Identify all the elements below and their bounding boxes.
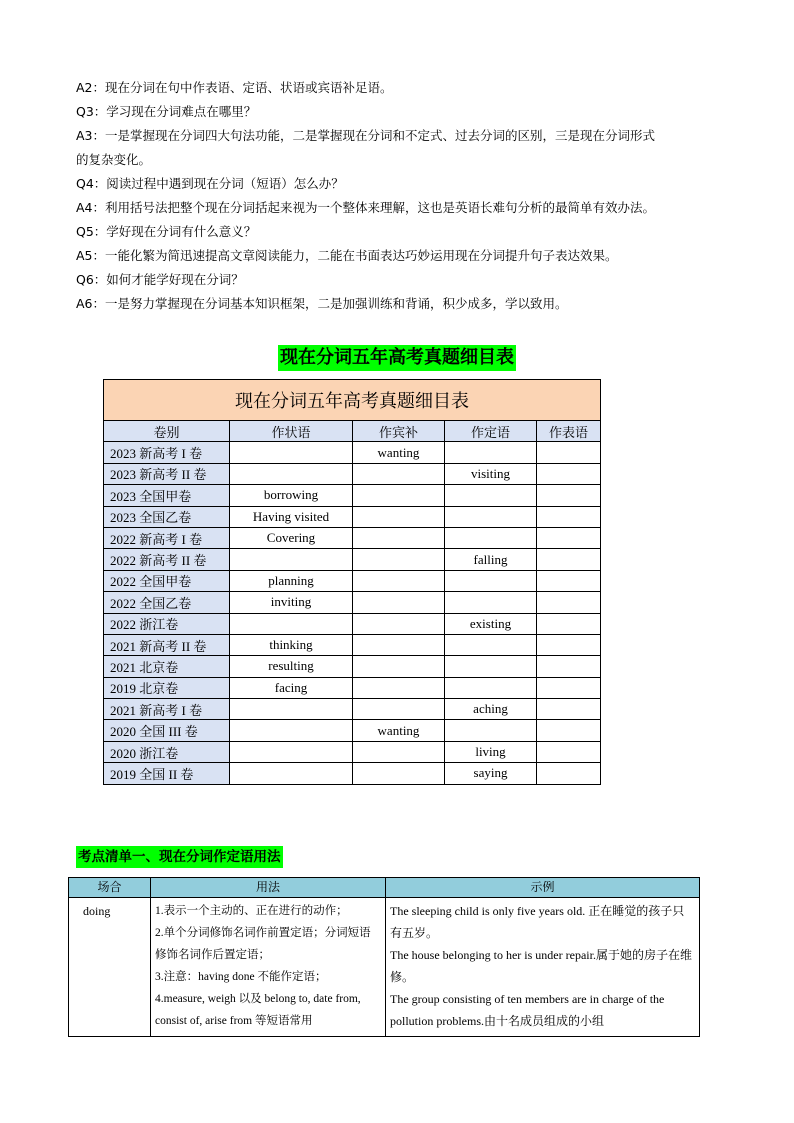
exam-table	[103, 379, 601, 785]
exam-answer-cell	[353, 506, 445, 527]
exam-row	[104, 634, 601, 655]
header-attributive: 作定语	[445, 421, 537, 442]
exam-answer-cell	[537, 527, 601, 548]
exam-row	[104, 485, 601, 506]
exam-answer-cell	[353, 741, 445, 762]
exam-row	[104, 506, 601, 527]
exam-answer-cell	[230, 549, 353, 570]
qa-line: A4：利用括号法把整个现在分词括起来视为一个整体来理解，这也是英语长难句分析的最简单有效办法。	[76, 200, 656, 215]
exam-answer-cell	[353, 613, 445, 634]
exam-row	[104, 699, 601, 720]
usage-table	[68, 877, 700, 1037]
exam-row	[104, 527, 601, 548]
exam-answer-cell	[537, 570, 601, 591]
exam-table-caption: 现在分词五年高考真题细目表	[104, 380, 601, 421]
exam-answer-cell: saying	[445, 763, 537, 784]
example-cell	[386, 898, 700, 1037]
usage-header-example: 示例	[386, 878, 700, 898]
exam-answer-cell	[445, 677, 537, 698]
exam-row	[104, 656, 601, 677]
exam-answer-cell: Covering	[230, 527, 353, 548]
exam-paper-cell: 2019 全国 II 卷	[104, 763, 230, 784]
exam-answer-cell	[537, 720, 601, 741]
header-predicative: 作表语	[537, 421, 601, 442]
exam-row	[104, 570, 601, 591]
exam-paper-cell: 2023 新高考 I 卷	[104, 442, 230, 463]
exam-row	[104, 763, 601, 784]
qa-line: A2：现在分词在句中作表语、定语、状语或宾语补足语。	[76, 80, 393, 95]
exam-answer-cell	[353, 549, 445, 570]
exam-answer-cell	[230, 763, 353, 784]
exam-answer-cell: facing	[230, 677, 353, 698]
exam-answer-cell	[537, 442, 601, 463]
qa-line: 的复杂变化。	[76, 152, 152, 167]
exam-paper-cell: 2021 新高考 II 卷	[104, 634, 230, 655]
exam-answer-cell	[445, 506, 537, 527]
section-title-wrap	[0, 345, 794, 371]
exam-answer-cell: falling	[445, 549, 537, 570]
example-line: The sleeping child is only five years old. 正在睡觉的孩子只有五岁。	[390, 904, 685, 940]
exam-paper-cell: 2023 全国乙卷	[104, 506, 230, 527]
qa-line: Q3：学习现在分词难点在哪里？	[76, 104, 257, 119]
exam-paper-cell: 2023 全国甲卷	[104, 485, 230, 506]
exam-paper-cell: 2020 全国 III 卷	[104, 720, 230, 741]
usage-line: 2.单个分词修饰名词作前置定语；分词短语修饰名词作后置定语；	[155, 927, 371, 961]
exam-answer-cell	[445, 570, 537, 591]
exam-paper-cell: 2022 全国甲卷	[104, 570, 230, 591]
usage-line: 1.表示一个主动的、正在进行的动作；	[155, 905, 348, 917]
exam-answer-cell	[537, 463, 601, 484]
exam-answer-cell	[537, 613, 601, 634]
exam-answer-cell	[353, 656, 445, 677]
example-line: The house belonging to her is under repair.属于她的房子在维修。	[390, 948, 692, 984]
exam-answer-cell	[353, 699, 445, 720]
exam-paper-cell: 2022 全国乙卷	[104, 592, 230, 613]
exam-answer-cell: Having visited	[230, 506, 353, 527]
exam-answer-cell	[445, 656, 537, 677]
exam-answer-cell	[230, 463, 353, 484]
usage-row	[69, 898, 700, 1037]
qa-line: A5：一能化繁为简迅速提高文章阅读能力，二能在书面表达巧妙运用现在分词提升句子表达效果。	[76, 248, 618, 263]
exam-answer-cell	[230, 613, 353, 634]
exam-answer-cell	[537, 634, 601, 655]
exam-answer-cell	[445, 442, 537, 463]
exam-answer-cell	[445, 527, 537, 548]
exam-row	[104, 463, 601, 484]
exam-row	[104, 677, 601, 698]
usage-header-occasion: 场合	[69, 878, 151, 898]
exam-answer-cell	[445, 592, 537, 613]
exam-row	[104, 442, 601, 463]
qa-line: Q5：学好现在分词有什么意义？	[76, 224, 257, 239]
exam-row	[104, 613, 601, 634]
exam-answer-cell: living	[445, 741, 537, 762]
exam-paper-cell: 2023 新高考 II 卷	[104, 463, 230, 484]
qa-line: Q4：阅读过程中遇到现在分词（短语）怎么办？	[76, 176, 344, 191]
exam-answer-cell	[537, 506, 601, 527]
usage-cell	[151, 898, 386, 1037]
header-object-complement: 作宾补	[353, 421, 445, 442]
qa-line: A6：一是努力掌握现在分词基本知识框架，二是加强训练和背诵，积少成多，学以致用。	[76, 296, 568, 311]
exam-paper-cell: 2021 新高考 I 卷	[104, 699, 230, 720]
exam-answer-cell	[445, 720, 537, 741]
exam-paper-cell: 2021 北京卷	[104, 656, 230, 677]
exam-answer-cell: wanting	[353, 720, 445, 741]
exam-answer-cell	[353, 763, 445, 784]
exam-answer-cell	[230, 720, 353, 741]
usage-header-usage: 用法	[151, 878, 386, 898]
exam-answer-cell	[230, 741, 353, 762]
exam-answer-cell	[353, 570, 445, 591]
exam-answer-cell	[537, 677, 601, 698]
qa-line: A3：一是掌握现在分词四大句法功能，二是掌握现在分词和不定式、过去分词的区别，三是现在分词形式	[76, 128, 656, 143]
exam-row	[104, 549, 601, 570]
exam-paper-cell: 2022 新高考 II 卷	[104, 549, 230, 570]
checklist-title: 考点清单一、现在分词作定语用法	[76, 846, 283, 868]
exam-answer-cell: planning	[230, 570, 353, 591]
exam-answer-cell	[537, 741, 601, 762]
exam-answer-cell	[537, 763, 601, 784]
exam-answer-cell	[353, 677, 445, 698]
usage-line: 3.注意：having done 不能作定语；	[155, 971, 327, 983]
example-line: The group consisting of ten members are in charge of the pollution problems.由十名成员组成的小组	[390, 992, 665, 1028]
header-paper: 卷别	[104, 421, 230, 442]
exam-paper-cell: 2022 新高考 I 卷	[104, 527, 230, 548]
exam-answer-cell	[353, 592, 445, 613]
exam-paper-cell: 2022 浙江卷	[104, 613, 230, 634]
exam-answer-cell	[537, 592, 601, 613]
exam-paper-cell: 2019 北京卷	[104, 677, 230, 698]
usage-occasion: doing	[69, 898, 151, 1037]
exam-answer-cell: visiting	[445, 463, 537, 484]
exam-answer-cell	[537, 549, 601, 570]
exam-answer-cell: aching	[445, 699, 537, 720]
exam-answer-cell	[445, 634, 537, 655]
exam-row	[104, 592, 601, 613]
exam-row	[104, 741, 601, 762]
exam-answer-cell	[353, 485, 445, 506]
section-title: 现在分词五年高考真题细目表	[278, 345, 516, 371]
exam-answer-cell	[537, 699, 601, 720]
exam-answer-cell: existing	[445, 613, 537, 634]
exam-answer-cell	[230, 442, 353, 463]
exam-answer-cell	[353, 463, 445, 484]
exam-answer-cell	[353, 634, 445, 655]
header-adverbial: 作状语	[230, 421, 353, 442]
exam-answer-cell: borrowing	[230, 485, 353, 506]
exam-answer-cell: resulting	[230, 656, 353, 677]
qa-section	[76, 76, 736, 316]
exam-answer-cell: inviting	[230, 592, 353, 613]
exam-answer-cell	[230, 699, 353, 720]
exam-answer-cell	[537, 656, 601, 677]
exam-answer-cell: wanting	[353, 442, 445, 463]
exam-answer-cell: thinking	[230, 634, 353, 655]
exam-answer-cell	[537, 485, 601, 506]
usage-line: 4.measure, weigh 以及 belong to, date from, consist of, arise from 等短语常用	[155, 993, 361, 1027]
exam-paper-cell: 2020 浙江卷	[104, 741, 230, 762]
qa-line: Q6：如何才能学好现在分词？	[76, 272, 244, 287]
exam-answer-cell	[353, 527, 445, 548]
exam-row	[104, 720, 601, 741]
exam-answer-cell	[445, 485, 537, 506]
